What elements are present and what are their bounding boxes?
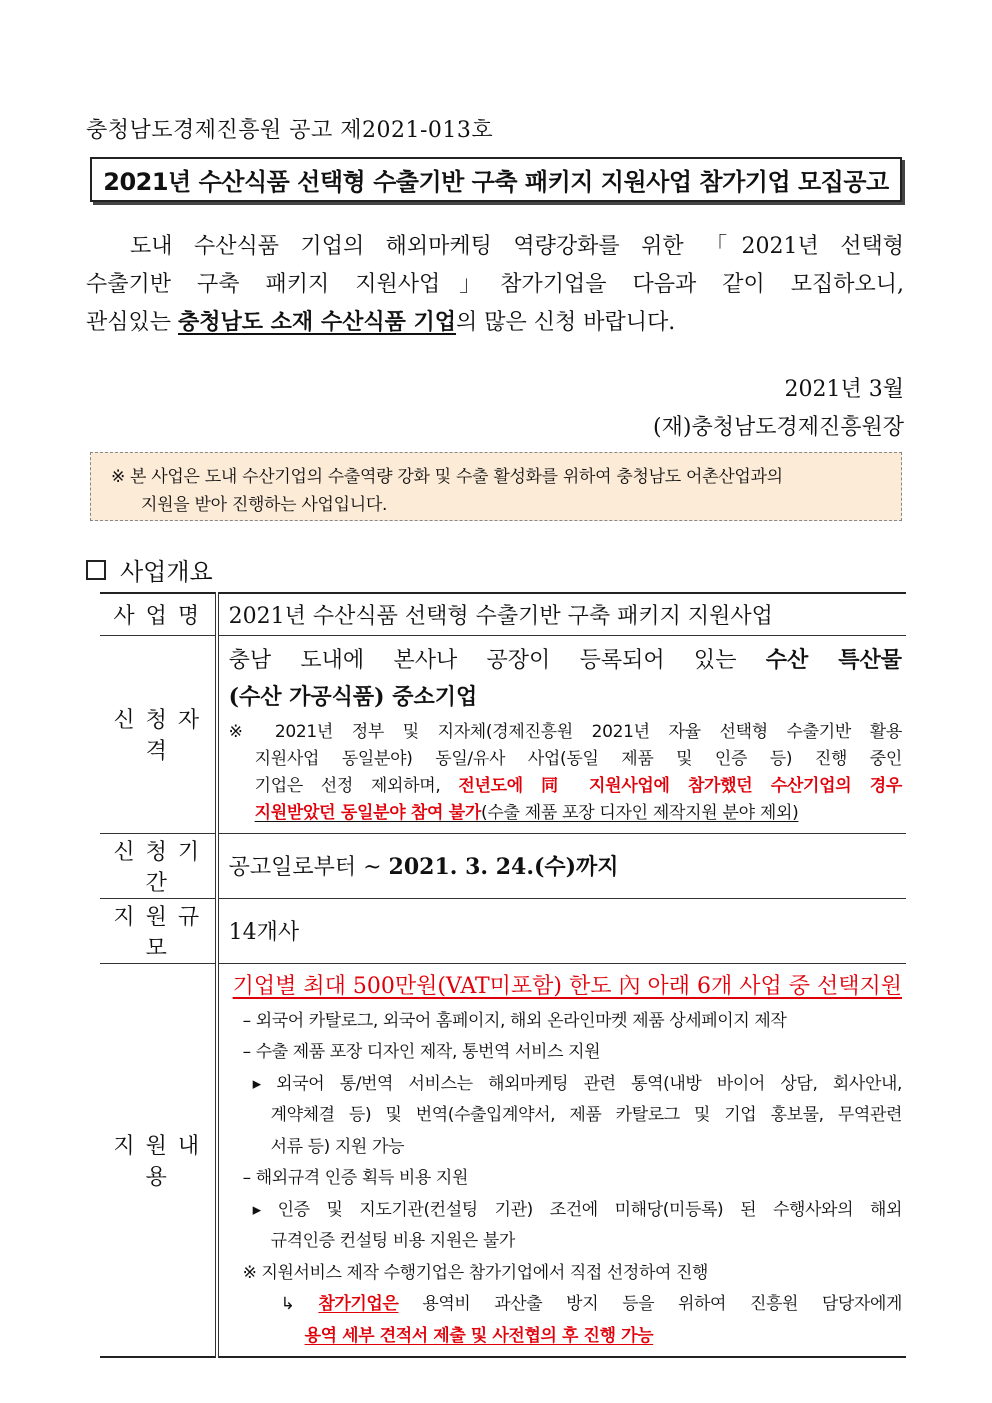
intro-line-1: 도내 수산식품 기업의 해외마케팅 역량강화를 위한 「2021년 선택형 (130, 234, 904, 259)
support-item-2: – 수출 제품 포장 디자인 제작, 통번역 서비스 지원 (242, 1042, 601, 1062)
intro-line-3-pre: 관심있는 (86, 310, 179, 335)
section-title: 사업개요 (120, 558, 213, 586)
note-line-2: 지원을 받아 진행하는 사업입니다. (141, 495, 388, 515)
support-sub2-line-2: 규격인증 컨설팅 비용 지원은 불가 (270, 1231, 515, 1251)
note-box (90, 452, 902, 521)
eligibility-main-bold-2: (수산 가공식품) 중소기업 (228, 683, 478, 710)
support-arrow-line (281, 1289, 902, 1321)
row-period (100, 833, 906, 898)
row-eligibility (100, 635, 906, 833)
support-headline (233, 968, 902, 1006)
section-heading (86, 552, 213, 587)
eligibility-note-line-3-pre: 기업은 선정 제외하며, (254, 775, 459, 796)
eligibility-main (229, 642, 902, 715)
row-support (100, 963, 906, 1357)
row-scale (100, 898, 906, 963)
value-support (217, 963, 906, 1357)
support-item-3: – 해외규격 인증 획득 비용 지원 (242, 1168, 468, 1188)
notice-date: 2021년 3월 (784, 377, 904, 402)
eligibility-note-line-4-red: 지원받았던 동일분야 참여 불가 (254, 802, 482, 823)
support-arrow-post: 용역비 과산출 방지 등을 위하여 진흥원 담당자에게 (398, 1294, 902, 1314)
eligibility-main-line-1 (229, 642, 902, 679)
eligibility-main-pre: 충남 도내에 본사나 공장이 등록되어 있는 (228, 647, 766, 673)
support-headline-text: 기업별 최대 500만원(VAT미포함) 한도 內 아래 6개 사업 중 선택지원 (232, 973, 902, 999)
intro-line-2: 수출기반 구축 패키지 지원사업」참가기업을 다음과 같이 모집하오니, (86, 272, 904, 297)
value-eligibility (217, 635, 906, 833)
support-sub2-line-1: ▸ 인증 및 지도기관(컨설팅 기관) 조건에 미해당(미등록) 된 수행사와의 해외 (252, 1199, 902, 1220)
intro-line-3-post: 의 많은 신청 바랍니다. (456, 310, 676, 335)
eligibility-note-line-3-red: 전년도에 同 지원사업에 참가했던 수산기업의 경우 (458, 775, 902, 796)
support-details (229, 1006, 902, 1353)
eligibility-note (229, 719, 902, 827)
label-eligibility: 신 청 자 격 (100, 635, 217, 833)
label-support: 지 원 내 용 (100, 963, 217, 1357)
support-final-red: 용역 세부 견적서 제출 및 사전협의 후 진행 가능 (304, 1325, 654, 1346)
period-deadline: 2021. 3. 24.(수)까지 (388, 854, 619, 880)
support-sub1-line-1: ▸ 외국어 통/번역 서비스는 해외마케팅 관련 통역(내방 바이어 상담, 회사안내, (252, 1073, 902, 1094)
eligibility-main-bold-1: 수산 특산물 (765, 646, 903, 673)
eligibility-note-line-3 (255, 773, 902, 800)
support-sub1-line-2: 계약체결 등) 및 번역(수출입계약서, 제품 카탈로그 및 기업 홍보물, 무역관련 (270, 1105, 902, 1125)
organization-name: (재)충청남도경제진흥원장 (653, 415, 904, 440)
eligibility-note-line-4 (255, 800, 902, 827)
period-pre: 공고일로부터 ~ (228, 855, 389, 880)
value-project-name: 2021년 수산식품 선택형 수출기반 구축 패키지 지원사업 (217, 593, 906, 635)
eligibility-note-line-4-post: (수출 제품 포장 디자인 제작지원 분야 제외) (481, 802, 799, 823)
eligibility-note-line-1: ※ 2021년 정부 및 지자체(경제진흥원 2021년 자율 선택형 수출기반 활용 (228, 721, 902, 742)
square-bullet-icon (86, 560, 106, 580)
note-line-1: ※ 본 사업은 도내 수산기업의 수출역량 강화 및 수출 활성화를 위하여 충청남도 어촌산업과의 (111, 467, 783, 487)
page-title: 2021년 수산식품 선택형 수출기반 구축 패키지 지원사업 참가기업 모집공고 (90, 157, 902, 202)
notice-number: 충청남도경제진흥원 공고 제2021-013호 (86, 118, 494, 143)
overview-table (100, 592, 906, 1358)
value-period (217, 833, 906, 898)
intro-highlight: 충청남도 소재 수산식품 기업 (178, 309, 457, 335)
support-item-1: – 외국어 카탈로그, 외국어 홈페이지, 해외 온라인마켓 제품 상세페이지 제작 (242, 1010, 787, 1031)
return-arrow-icon: ↳ (280, 1294, 295, 1314)
support-sub1-line-3: 서류 등) 지원 가능 (270, 1136, 404, 1157)
eligibility-note-line-2: 지원사업 동일분야) 동일/유사 사업(동일 제품 및 인증 등) 진행 중인 (254, 748, 902, 769)
support-arrow-red: 참가기업은 (318, 1294, 399, 1314)
value-scale: 14개사 (217, 898, 906, 963)
label-project-name: 사 업 명 (100, 593, 217, 635)
row-project-name (100, 593, 906, 635)
label-period: 신 청 기 간 (100, 833, 217, 898)
support-note: ※ 지원서비스 제작 수행기업은 참가기업에서 직접 선정하여 진행 (242, 1262, 709, 1283)
label-scale: 지 원 규 모 (100, 898, 217, 963)
intro-line-3 (86, 305, 904, 336)
